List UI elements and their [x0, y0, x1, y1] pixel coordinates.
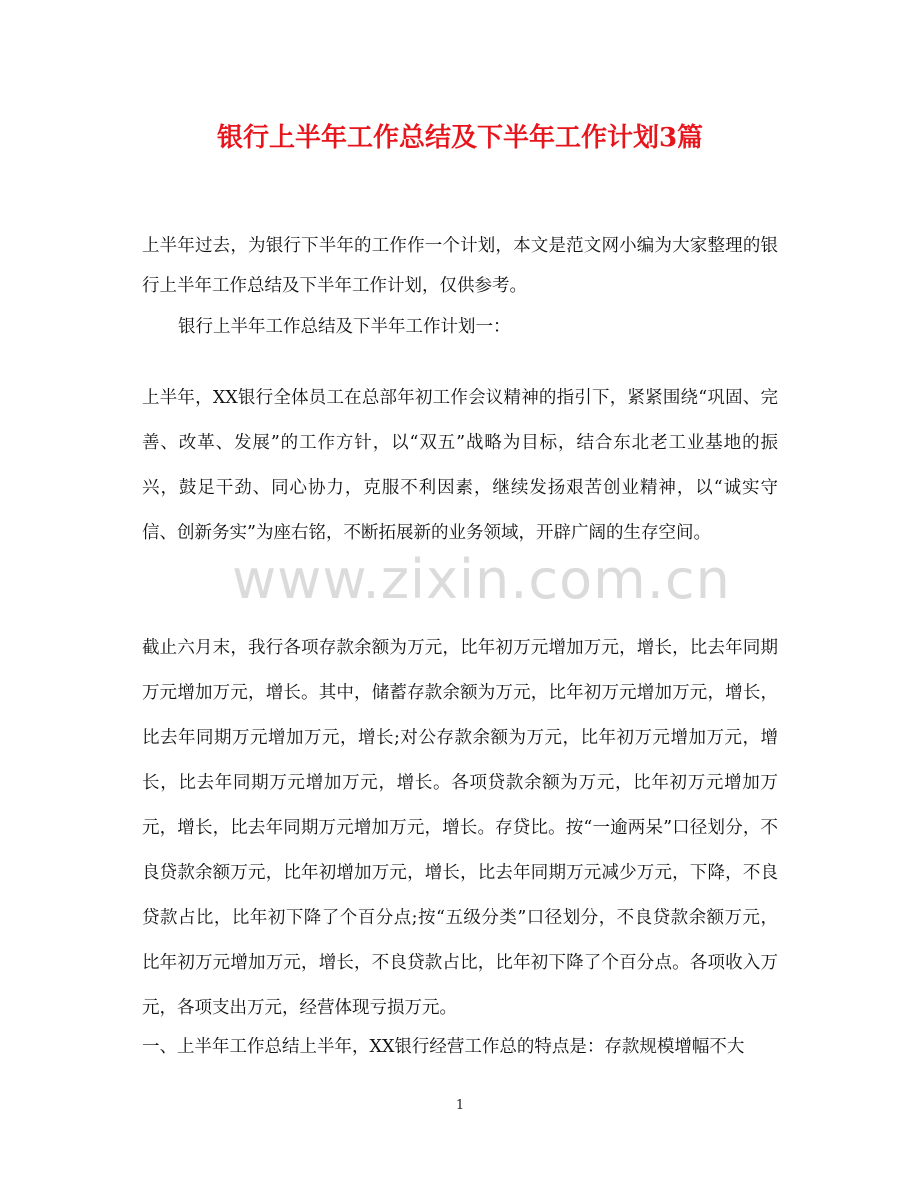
page-number: 1	[455, 1098, 465, 1113]
document-title: 银行上半年工作总结及下半年工作计划3篇	[216, 123, 704, 153]
intro-paragraph: 上半年过去，为银行下半年的工作作一个计划，本文是范文网小编为大家整理的银行上半年工作总结及下半年工作计划，仅供参考。	[142, 236, 778, 296]
watermark: www.zixin.com.cn	[232, 548, 731, 611]
section-heading: 银行上半年工作总结及下半年工作计划一：	[178, 317, 511, 337]
body-paragraph-3: 一、上半年工作总结上半年，XX银行经营工作总的特点是：存款规模增幅不大	[142, 1037, 745, 1057]
body-paragraph-1: 上半年，XX银行全体员工在总部年初工作会议精神的指引下，紧紧围绕“巩固、完善、改革、发展”的工作方针，以“双五”战略为目标，结合东北老工业基地的振兴，鼓足干劲、同心协力，克服不利因素，继续发扬艰苦创业精神，以“诚实守信、创新务实”为座右铭，不断拓展新的业务领域，开辟广阔的生存空间。	[142, 388, 778, 543]
body-paragraph-2: 截止六月末，我行各项存款余额为万元，比年初万元增加万元，增长，比去年同期万元增加万元，增长。其中，储蓄存款余额为万元，比年初万元增加万元，增长，比去年同期万元增加万元，增长;对公存款余额为万元，比年初万元增加万元，增长，比去年同期万元增加万元，增长。各项贷款余额为万元，比年初万元增加万元，增长，比去年同期万元增加万元，增长。存贷比。按“一逾两呆”口径划分，不良贷款余额万元，比年初增加万元，增长，比去年同期万元减少万元，下降，不良贷款占比，比年初下降了个百分点;按“五级分类”口径划分，不良贷款余额万元，比年初万元增加万元，增长，不良贷款占比，比年初下降了个百分点。各项收入万元，各项支出万元，经营体现亏损万元。	[142, 638, 778, 1018]
